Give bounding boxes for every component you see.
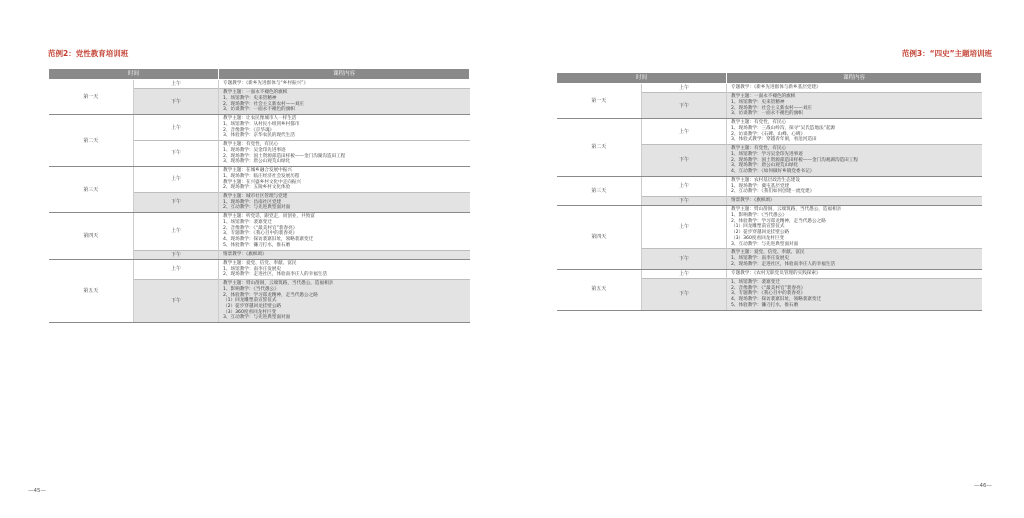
time-slot: 下午 bbox=[134, 193, 219, 213]
day-label: 第二天 bbox=[49, 115, 134, 167]
content-line: 2、体验教学：学习郑龙精神，走当代愚公之路 bbox=[223, 292, 318, 298]
content-line: 2、音像教学：《“最美村官”裴春亮》 bbox=[731, 285, 806, 291]
content-line: 教学主题：听党话，跟党走，同创业，共致富 bbox=[223, 214, 315, 220]
table-row bbox=[49, 213, 470, 250]
content-line: 2、现场教学：走进社区，体验南李庄人的幸福生活 bbox=[223, 272, 327, 278]
time-slot: 下午 bbox=[134, 250, 219, 259]
time-slot: 上午 bbox=[642, 206, 727, 249]
day-label: 第三天 bbox=[49, 167, 134, 213]
page-number: —45— bbox=[28, 488, 46, 494]
page-title: 范例2：党性教育培训班 bbox=[48, 49, 129, 58]
content-line: 2、音像教学：《京华魂》 bbox=[223, 127, 275, 133]
content-line: 情景教学：《旗帜颂》 bbox=[731, 198, 775, 204]
content-line: 教学主题：劈山凿洞，云端筑路，当代愚公，造福相亲 bbox=[731, 207, 842, 213]
content-line: 1、场馆教学：史来贺精神 bbox=[731, 99, 785, 105]
content-line: 5、体验教学：镰刀打水，推石磨 bbox=[731, 302, 799, 308]
day-label: 第四天 bbox=[557, 206, 642, 269]
content-line: 1、场馆教学：裴寨变迁 bbox=[223, 219, 272, 225]
time-slot: 下午 bbox=[642, 249, 727, 269]
content-line: 1、影响教学：《当代愚公》 bbox=[223, 286, 279, 292]
course-content bbox=[727, 249, 982, 269]
time-slot: 上午 bbox=[642, 119, 727, 145]
page-number: —46— bbox=[974, 483, 992, 489]
day-label: 第一天 bbox=[49, 80, 134, 115]
header-time: 时间 bbox=[557, 73, 727, 84]
content-line: 2、互动教学：《我们如何创建一流党建》 bbox=[731, 189, 815, 195]
content-line: 1、现场教学：吴金印先进事迹 bbox=[223, 147, 286, 153]
content-line: （3）360度看回龙村巨变 bbox=[731, 235, 785, 241]
course-content bbox=[219, 213, 470, 250]
content-line: 1、场馆教学：从村民小组到乡村都市 bbox=[223, 121, 300, 127]
content-line: 情景教学：《旗帜颂》 bbox=[223, 251, 267, 257]
time-slot: 上午 bbox=[642, 269, 727, 278]
course-content bbox=[219, 89, 470, 115]
content-line: 4、互动教学：《如何做好乡镇党委书记》 bbox=[731, 169, 815, 175]
content-line: 3、体验式教学：穿越青年洞，看沧河造田 bbox=[731, 137, 817, 143]
content-line: 3、专题教学：《我心目中的裴春亮》 bbox=[731, 291, 806, 297]
content-line: 2、访谈教学：《石碑、山峰、心碑》 bbox=[731, 131, 806, 137]
content-line: 3、体验教学：京华农民的现代生活 bbox=[223, 133, 295, 139]
schedule-table bbox=[48, 68, 470, 323]
content-line: 2、互动教学：与先进典型面对面 bbox=[223, 205, 291, 211]
content-line: 2、现场教学：国土资源部造田样板——金门沟观湖沟造田工程 bbox=[731, 157, 858, 163]
content-line: 专题教学：《新乡先进群体与新乡基层党建》 bbox=[731, 85, 821, 91]
content-line: 2、现场教学：社会主义新农村——刘庄 bbox=[731, 105, 813, 111]
time-slot: 下午 bbox=[134, 280, 219, 323]
course-content bbox=[219, 167, 470, 193]
time-slot: 上午 bbox=[134, 259, 219, 279]
content-line: 3、现场教学：唐公山观荒山绿化 bbox=[223, 159, 291, 165]
course-content bbox=[219, 80, 470, 89]
table-row bbox=[557, 269, 982, 278]
content-line: 1、影响教学：《当代愚公》 bbox=[731, 212, 787, 218]
content-line: 3、现场教学：唐公山观荒山绿化 bbox=[731, 163, 799, 169]
content-line: 专题教学：《农村无职党员管理的实践探索》 bbox=[731, 270, 821, 276]
content-line: 3、互动教学：与先进典型面对面 bbox=[731, 241, 799, 247]
time-slot: 上午 bbox=[134, 167, 219, 193]
content-line: 教学主题：有党性，有民心 bbox=[223, 142, 279, 148]
content-line: 教学主题：一面永不褪色的旗帜 bbox=[223, 90, 288, 96]
content-line: 3、互动教学：与先进典型面对面 bbox=[223, 315, 291, 321]
content-line: 1、场馆教学：南李庄发展史 bbox=[731, 256, 790, 262]
table-row bbox=[557, 119, 982, 145]
day-label: 第四天 bbox=[49, 213, 134, 260]
table-row bbox=[49, 259, 470, 279]
content-line: （3）360度看回龙村巨变 bbox=[223, 309, 277, 315]
schedule-table bbox=[556, 72, 982, 311]
content-line: 教学主题：有党性，有民心 bbox=[731, 120, 787, 126]
course-content bbox=[219, 141, 470, 167]
table-row bbox=[557, 84, 982, 93]
table-header bbox=[557, 73, 982, 84]
table-row bbox=[49, 167, 470, 193]
content-line: 1、场馆教学：裴寨变迁 bbox=[731, 279, 780, 285]
course-content bbox=[727, 278, 982, 310]
time-slot: 下午 bbox=[642, 93, 727, 119]
table-row bbox=[49, 115, 470, 141]
content-line: 教学主题：在城乡融合发展中振兴 bbox=[223, 168, 292, 174]
content-line: 1、现场教学：冀屯基层党建 bbox=[731, 183, 790, 189]
day-label: 第二天 bbox=[557, 119, 642, 177]
time-slot: 上午 bbox=[134, 115, 219, 141]
content-line: 3、访谈教学：一面永不褪色的旗帜 bbox=[223, 107, 295, 113]
content-line: 教学主题：劈山凿洞，云端筑路，当代愚公，造福相亲 bbox=[223, 281, 334, 287]
content-line: 教学主题：城市社区管理与党建 bbox=[223, 194, 288, 199]
content-line: 2、现场教学：社会主义新农村——刘庄 bbox=[223, 101, 305, 107]
time-slot: 下午 bbox=[642, 145, 727, 177]
time-slot: 下午 bbox=[642, 278, 727, 310]
header-content: 课程内容 bbox=[727, 73, 982, 84]
day-label: 第三天 bbox=[557, 176, 642, 205]
content-line: 2、现场教学：国土资源部造田样板——金门沟湖沟造田工程 bbox=[223, 153, 346, 159]
content-line: 4、现场教学：探访裴寨旧址，领略裴寨变迁 bbox=[223, 237, 314, 243]
course-content bbox=[219, 280, 470, 323]
time-slot: 下午 bbox=[134, 141, 219, 167]
course-content bbox=[727, 176, 982, 196]
page-title: 范例3：“四史”主题培训班 bbox=[901, 49, 992, 58]
course-content bbox=[727, 197, 982, 206]
course-content bbox=[727, 269, 982, 278]
content-line: 3、访谈教学：一面永不褪色的旗帜 bbox=[731, 111, 803, 117]
content-line: 教学主题：爱党、信党、奉献、富民 bbox=[731, 250, 805, 256]
content-line: 专题教学：《新乡先进群体与“乡村振兴”》 bbox=[223, 81, 309, 87]
content-line: 4、现场教学：探访裴寨旧址，领略裴寨变迁 bbox=[731, 297, 822, 303]
content-line: 教学主题：在兴盛乡村文化中走向振兴 bbox=[223, 179, 302, 185]
content-line: 1、场馆教学：史来贺精神 bbox=[223, 95, 277, 101]
day-label: 第五天 bbox=[49, 259, 134, 322]
content-line: （1）回龙雕塑前宣誓仪式 bbox=[731, 224, 785, 230]
course-content bbox=[219, 115, 470, 141]
time-slot: 上午 bbox=[134, 213, 219, 250]
time-slot: 上午 bbox=[134, 80, 219, 89]
course-content bbox=[727, 84, 982, 93]
content-line: 1、场馆教学：南李庄发展史 bbox=[223, 266, 282, 272]
table-row bbox=[557, 176, 982, 196]
content-line: 3、专题教学：《我心目中的裴春亮》 bbox=[223, 231, 298, 237]
header-time: 时间 bbox=[49, 69, 219, 80]
time-slot: 上午 bbox=[642, 176, 727, 196]
table-row bbox=[49, 80, 470, 89]
content-line: （2）徒步穿越回龙挂壁公路 bbox=[223, 304, 282, 309]
content-line: （2）徒步穿越回龙挂壁公路 bbox=[731, 230, 790, 236]
day-label: 第一天 bbox=[557, 84, 642, 119]
content-line: 1、现场教学：三战山岭沟，探寻“吴氏造地法”起源 bbox=[731, 125, 836, 131]
time-slot: 上午 bbox=[642, 84, 727, 93]
content-line: 5、体验教学：镰刀打水，推石磨 bbox=[223, 242, 291, 248]
content-line: 教学主题：一面永不褪色的旗帜 bbox=[731, 94, 796, 100]
course-content bbox=[727, 145, 982, 177]
header-content: 课程内容 bbox=[219, 69, 470, 80]
content-line: 教学主题：爱党、信党、奉献、富民 bbox=[223, 260, 297, 266]
content-line: 教学主题：农村基层政治生态建设 bbox=[731, 177, 800, 183]
course-content bbox=[727, 119, 982, 145]
content-line: （1）回龙雕塑前宣誓仪式 bbox=[223, 298, 277, 304]
table-header bbox=[49, 69, 470, 80]
content-line: 1、场馆教学：学习吴金印先进事迹 bbox=[731, 151, 803, 157]
content-line: 1、现场教学：昌南社区党建 bbox=[223, 199, 282, 205]
right-page bbox=[512, 0, 1024, 518]
content-line: 2、现场教学：五陵乡村文化体验 bbox=[223, 185, 291, 191]
content-line: 教学主题：有党性，有民心 bbox=[731, 146, 787, 152]
course-content bbox=[219, 193, 470, 213]
course-content bbox=[727, 93, 982, 119]
course-content bbox=[727, 206, 982, 249]
course-content bbox=[219, 250, 470, 259]
course-content bbox=[219, 259, 470, 279]
table-row bbox=[557, 206, 982, 249]
content-line: 2、音像教学：《“最美村官”裴春亮》 bbox=[223, 225, 298, 231]
time-slot: 下午 bbox=[642, 197, 727, 206]
content-line: 1、现场教学：临庄经济社会发展历程 bbox=[223, 173, 300, 179]
content-line: 教学主题：让农民像城市人一样生活 bbox=[223, 116, 297, 122]
time-slot: 下午 bbox=[134, 89, 219, 115]
content-line: 2、现场教学：走进社区，体验南李庄人的幸福生活 bbox=[731, 261, 835, 267]
content-line: 2、体验教学：学习郑龙精神，走当代愚公之路 bbox=[731, 218, 826, 224]
day-label: 第五天 bbox=[557, 269, 642, 310]
